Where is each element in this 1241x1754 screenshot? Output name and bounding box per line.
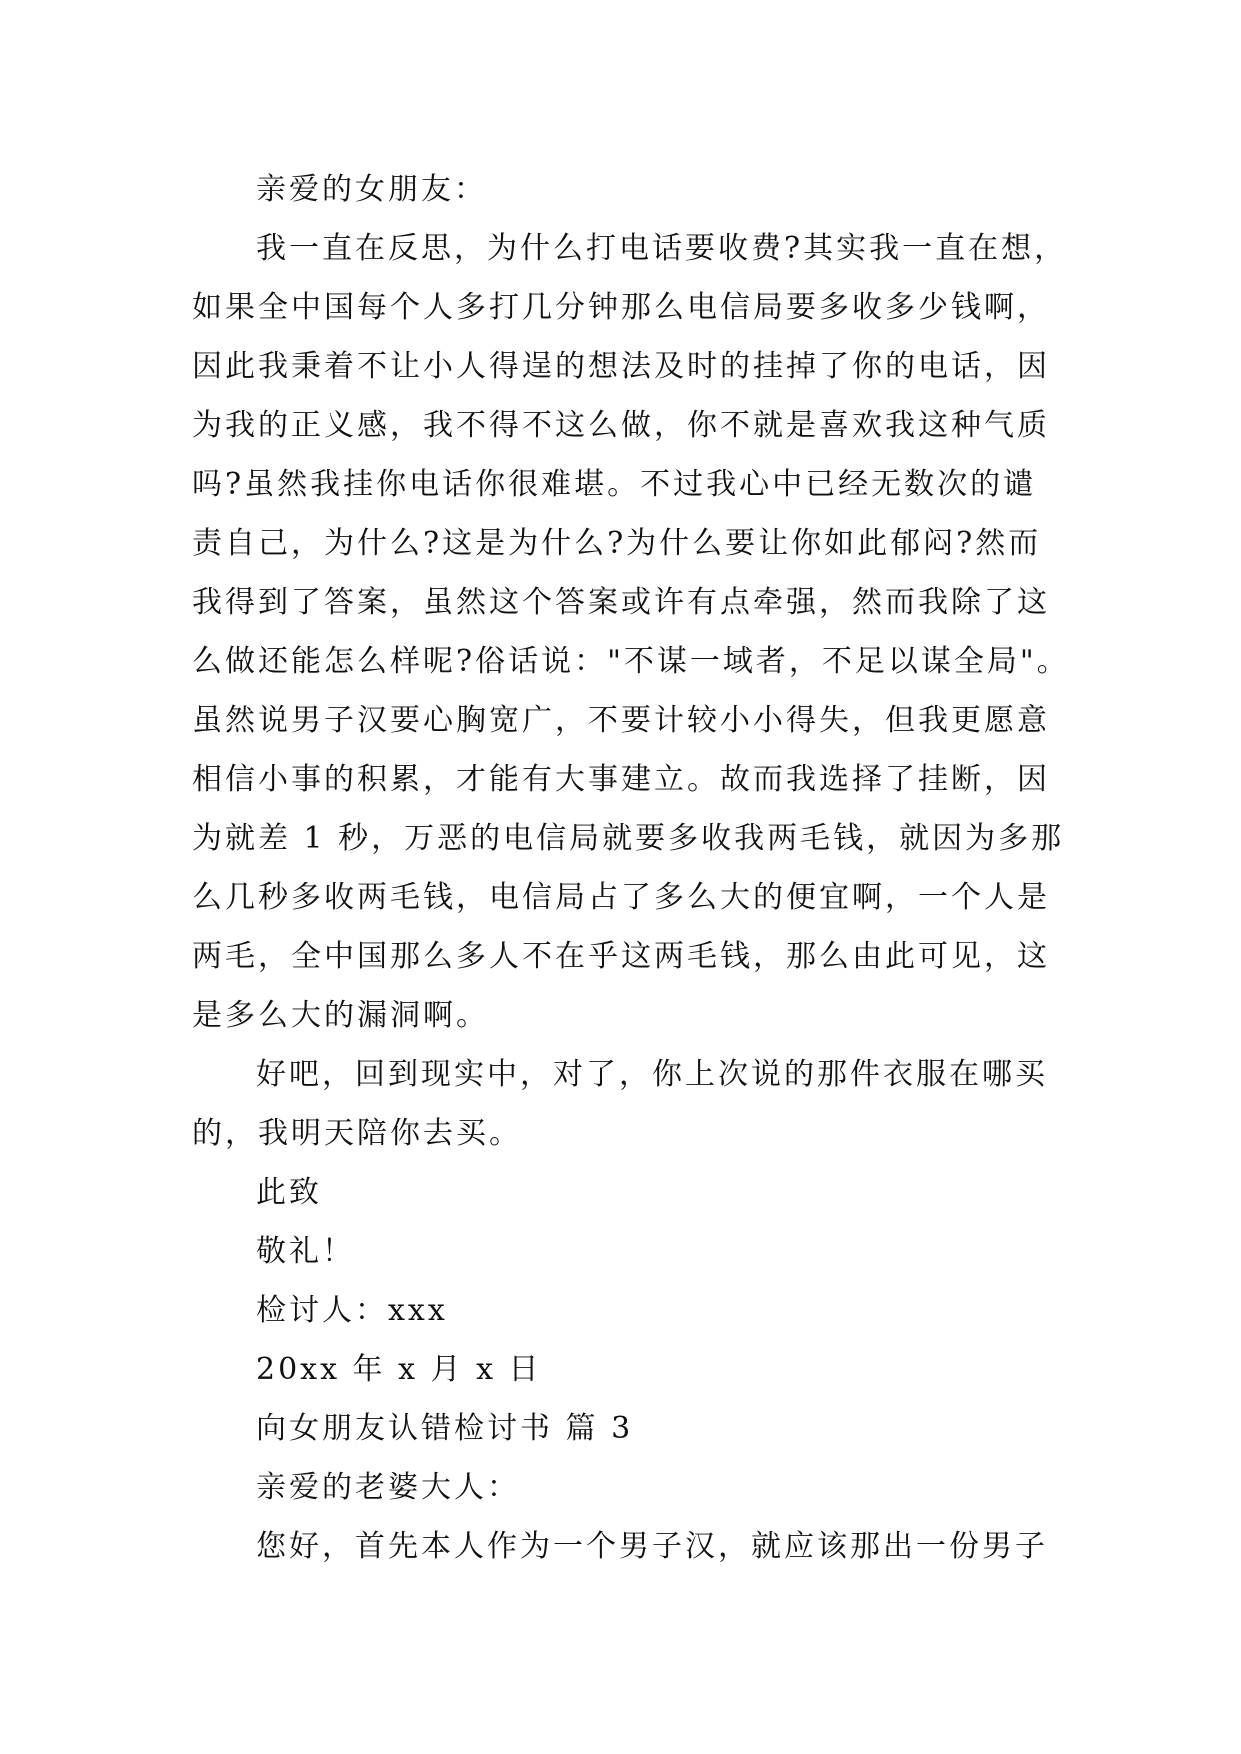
salutation-2: 亲爱的老婆大人： — [256, 1470, 520, 1505]
para1-line: 因此我秉着不让小人得逞的想法及时的挂掉了你的电话，因 — [192, 349, 1050, 384]
section-title: 向女朋友认错检讨书 篇 3 — [256, 1411, 634, 1446]
para1-line: 为就差 1 秒，万恶的电信局就要多收我两毛钱，就因为多那 — [192, 821, 1065, 856]
closing-greeting: 此致 — [256, 1175, 322, 1210]
para1-line: 吗?虽然我挂你电话你很难堪。不过我心中已经无数次的谴 — [192, 467, 1037, 502]
para1-line: 么做还能怎么样呢?俗话说："不谋一域者，不足以谋全局"。 — [192, 644, 1070, 679]
para1-line: 虽然说男子汉要心胸宽广，不要计较小小得失，但我更愿意 — [192, 703, 1050, 738]
para1-line: 责自己，为什么?这是为什么?为什么要让你如此郁闷?然而 — [192, 526, 1042, 561]
signer-line: 检讨人：xxx — [256, 1293, 448, 1328]
letter-body — [192, 160, 1072, 1576]
date-line: 20xx 年 x 月 x 日 — [256, 1352, 542, 1387]
para1-line: 如果全中国每个人多打几分钟那么电信局要多收多少钱啊， — [192, 290, 1050, 325]
salutation: 亲爱的女朋友： — [256, 172, 487, 207]
para1-line: 我一直在反思，为什么打电话要收费?其实我一直在想， — [256, 231, 1068, 266]
para1-line: 相信小事的积累，才能有大事建立。故而我选择了挂断，因 — [192, 762, 1050, 797]
para1-line: 两毛，全中国那么多人不在乎这两毛钱，那么由此可见，这 — [192, 939, 1050, 974]
para1-line: 是多么大的漏洞啊。 — [192, 998, 489, 1033]
para3-line: 您好，首先本人作为一个男子汉，就应该那出一份男子 — [256, 1529, 1048, 1564]
para1-line: 么几秒多收两毛钱，电信局占了多么大的便宜啊，一个人是 — [192, 880, 1050, 915]
para2-line: 好吧，回到现实中，对了，你上次说的那件衣服在哪买 — [256, 1057, 1048, 1092]
para1-line: 我得到了答案，虽然这个答案或许有点牵强，然而我除了这 — [192, 585, 1050, 620]
closing-salute: 敬礼！ — [256, 1234, 355, 1269]
para1-line: 为我的正义感，我不得不这么做，你不就是喜欢我这种气质 — [192, 408, 1050, 443]
para2-line: 的，我明天陪你去买。 — [192, 1116, 522, 1151]
